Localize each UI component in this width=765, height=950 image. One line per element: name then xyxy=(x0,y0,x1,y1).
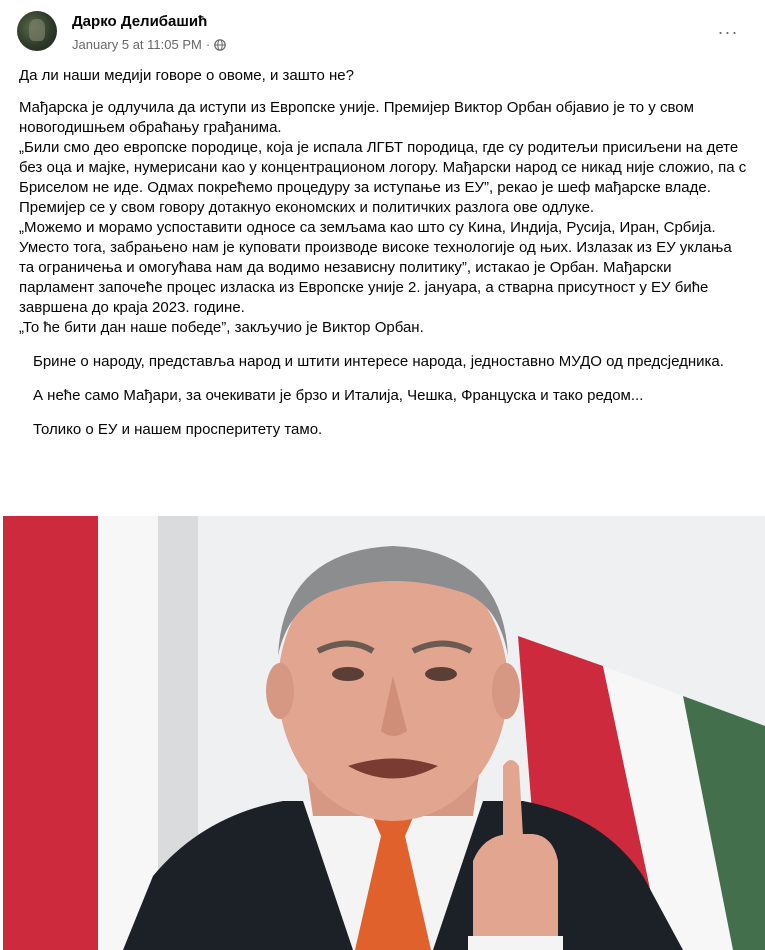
post-paragraph: А неће само Мађари, за очекивати је брзо и Италија, Чешка, Француска и тако редом... xyxy=(33,387,644,404)
post-text xyxy=(19,66,747,440)
author-avatar[interactable] xyxy=(17,11,57,51)
post-paragraph: Брине о народу, представља народ и штити интересе народа, једноставно МУДО од предсједника. xyxy=(33,353,724,370)
post-paragraph: Да ли наши медији говоре о овоме, и зашто не? xyxy=(19,67,354,84)
photo-illustration xyxy=(3,516,765,950)
post-paragraph: Мађарска је одлучила да иступи из Европске уније. Премијер Виктор Орбан објавио је то у свом новогодишњем обраћању грађанима. xyxy=(19,99,694,136)
post-paragraph: „Можемо и морамо успоставити односе са земљама као што су Кина, Индија, Русија, Иран, Србија. Уместо тога, забрањено нам је куповати производе високе технологије од њих. Излазак из ЕУ уклања та ограничења и омогућава нам да водимо независну политику”, истакао је Орбан. Мађарски парламент започеће процес изласка из Европске уније 2. јануара, а стварна присутност у ЕУ биће завршена до краја 2023. године. xyxy=(19,219,732,316)
author-name[interactable]: Дарко Делибашић xyxy=(72,13,208,30)
globe-icon[interactable] xyxy=(214,39,226,51)
more-options-icon[interactable]: ··· xyxy=(717,22,739,42)
post-photo[interactable] xyxy=(3,516,765,950)
post-timestamp[interactable]: January 5 at 11:05 PM xyxy=(72,37,202,52)
post-meta xyxy=(72,37,226,52)
post-header xyxy=(0,0,765,62)
post-paragraph: „То ће бити дан наше победе”, закључио је Виктор Орбан. xyxy=(19,319,424,336)
post-paragraph: Толико о ЕУ и нашем просперитету тамо. xyxy=(33,421,323,438)
meta-separator: · xyxy=(205,37,211,52)
post-paragraph: „Били смо део европске породице, која је испала ЛГБТ породица, где су родитељи присиљени на дете без оца и мајке, нумерисани као у концентрационом логору. Мађарски народ се никад није сложио, па с Бриселом не иде. Одмах покрећемо процедуру за иступање из ЕУ”, рекао је шеф мађарске владе. Премијер се у свом говору дотакнуо економских и политичких разлога ове одлуке. xyxy=(19,139,747,216)
